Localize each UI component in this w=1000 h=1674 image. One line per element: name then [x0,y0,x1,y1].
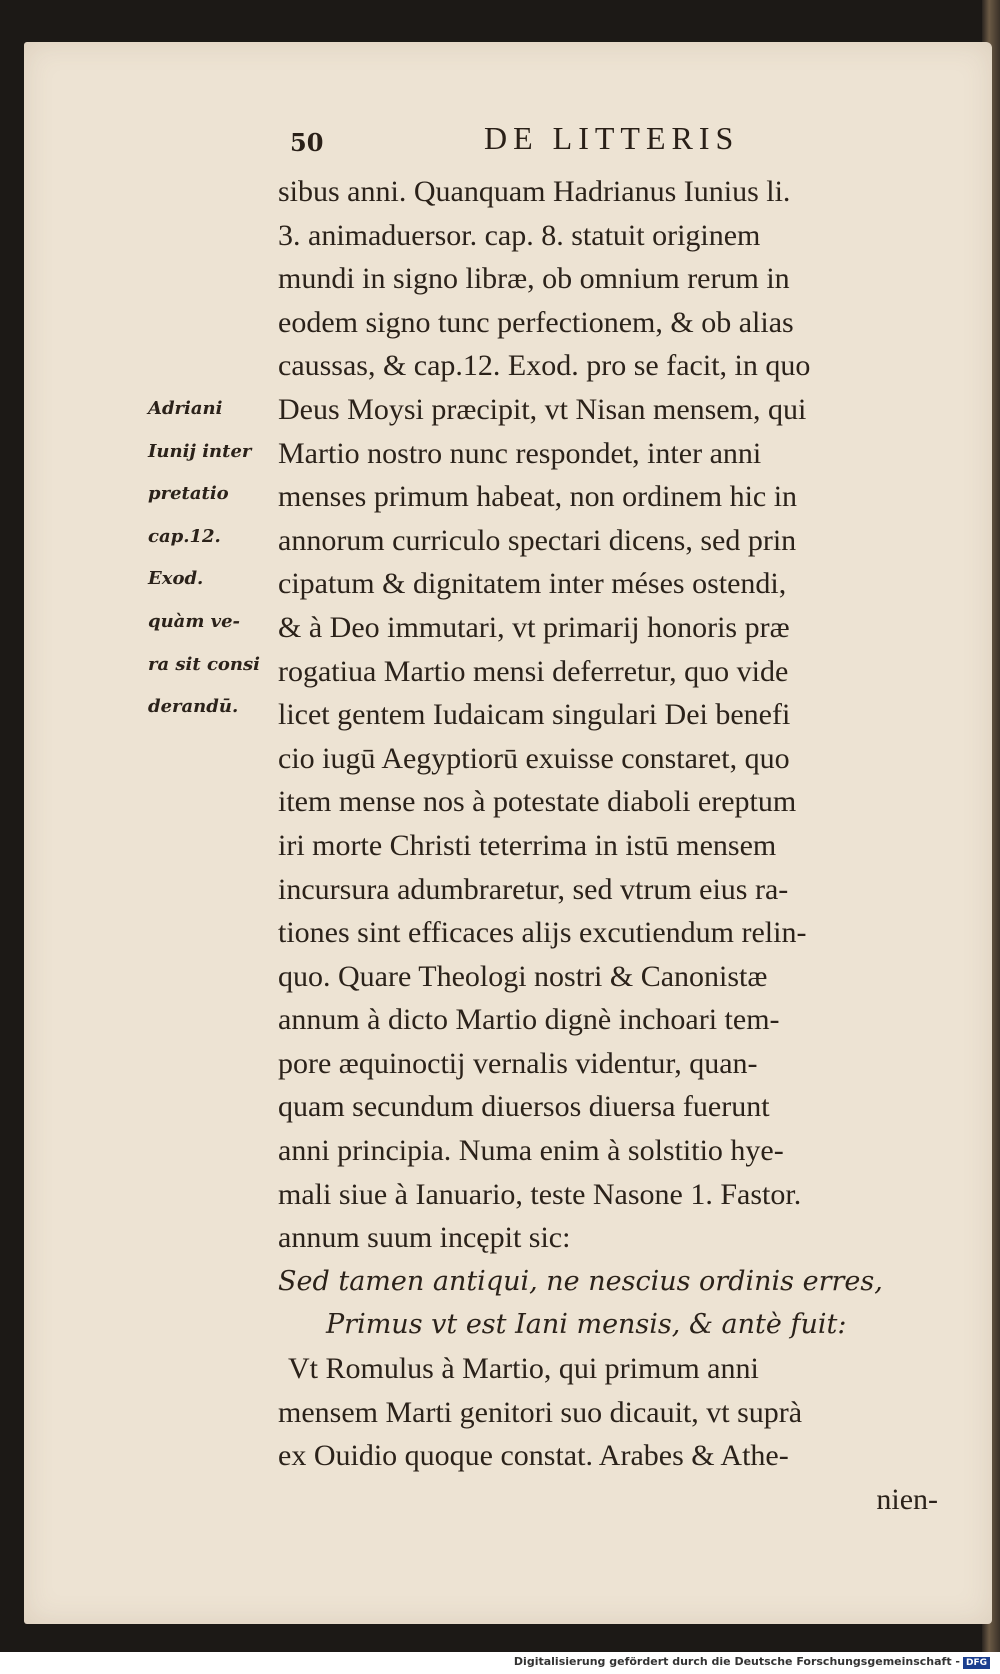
text-line: caussas, & cap.12. Exod. pro se facit, in quo [278,349,811,383]
text-line: quam secundum diuersos diuersa fuerunt [278,1090,770,1124]
margin-note-line: cap.12. [148,525,221,547]
text-line: menses primum habeat, non ordinem hic in [278,480,798,514]
text-line: & à Deo immutari, vt primarij honoris præ [278,610,790,644]
margin-note-line: derandū. [148,696,239,718]
margin-note-line: Adriani [148,398,223,419]
text-line: eodem signo tunc perfectionem, & ob alias [278,305,794,339]
text-line: Vt Romulus à Martio, qui primum anni [288,1352,759,1386]
margin-note-line: Iunij inter [148,440,252,462]
text-line: quo. Quare Theologi nostri & Canonistæ [278,959,768,993]
page-number: 50 [290,128,324,157]
text-line: 3. animaduersor. cap. 8. statuit originem [278,218,761,252]
text-line: rogatiua Martio mensi deferretur, quo vide [278,654,789,688]
footer-credit-text: Digitalisierung gefördert durch die Deutsche Forschungsgemeinschaft - [513,1655,960,1668]
margin-note-line: quàm ve- [148,610,241,632]
footer-bar [0,1652,1000,1674]
verse-line: Sed tamen antiqui, ne nescius ordinis erres, [278,1265,883,1297]
text-line: annum suum incępit sic: [278,1221,571,1255]
text-line: mundi in signo libræ, ob omnium rerum in [278,262,790,296]
text-line: cipatum & dignitatem inter méses ostendi, [278,567,787,601]
footer-credit [514,1655,990,1669]
text-line: item mense nos à potestate diaboli ereptum [278,785,797,819]
text-line: tiones sint efficaces alijs excutiendum relin- [278,916,807,950]
text-line: iri morte Christi teterrima in istū mensem [278,828,777,862]
body-text [278,170,978,1521]
text-line: Deus Moysi præcipit, vt Nisan mensem, qui [278,392,807,426]
verse-line: Primus vt est Iani mensis, & antè fuit: [326,1309,847,1341]
text-line: Martio nostro nunc respondet, inter anni [278,436,762,470]
margin-note-line: ra sit consi [148,653,260,675]
running-head [290,120,930,164]
text-line: annum à dicto Martio dignè inchoari tem- [278,1003,780,1037]
margin-note-line: pretatio [148,483,229,505]
catchword: nien- [876,1482,938,1516]
margin-note [148,388,278,729]
text-line: mali siue à Ianuario, teste Nasone 1. Fastor. [278,1177,802,1211]
text-line: cio iugū Aegyptiorū exuisse constaret, quo [278,741,790,775]
text-line: sibus anni. Quanquam Hadrianus Iunius li. [278,175,791,208]
text-line: licet gentem Iudaicam singulari Dei benefi [278,698,791,732]
text-line: incursura adumbraretur, sed vtrum eius ra- [278,872,789,906]
text-line: ex Ouidio quoque constat. Arabes & Athe- [278,1439,789,1473]
margin-note-line: Exod. [148,568,204,590]
header-title: DE LITTERIS [484,120,740,156]
text-line: anni principia. Numa enim à solstitio hye- [278,1134,784,1168]
text-line: annorum curriculo spectari dicens, sed prin [278,523,797,557]
text-line: mensem Marti genitori suo dicauit, vt suprà [278,1395,803,1429]
text-line: pore æquinoctij vernalis videntur, quan- [278,1046,758,1080]
dfg-logo: DFG [963,1657,990,1669]
